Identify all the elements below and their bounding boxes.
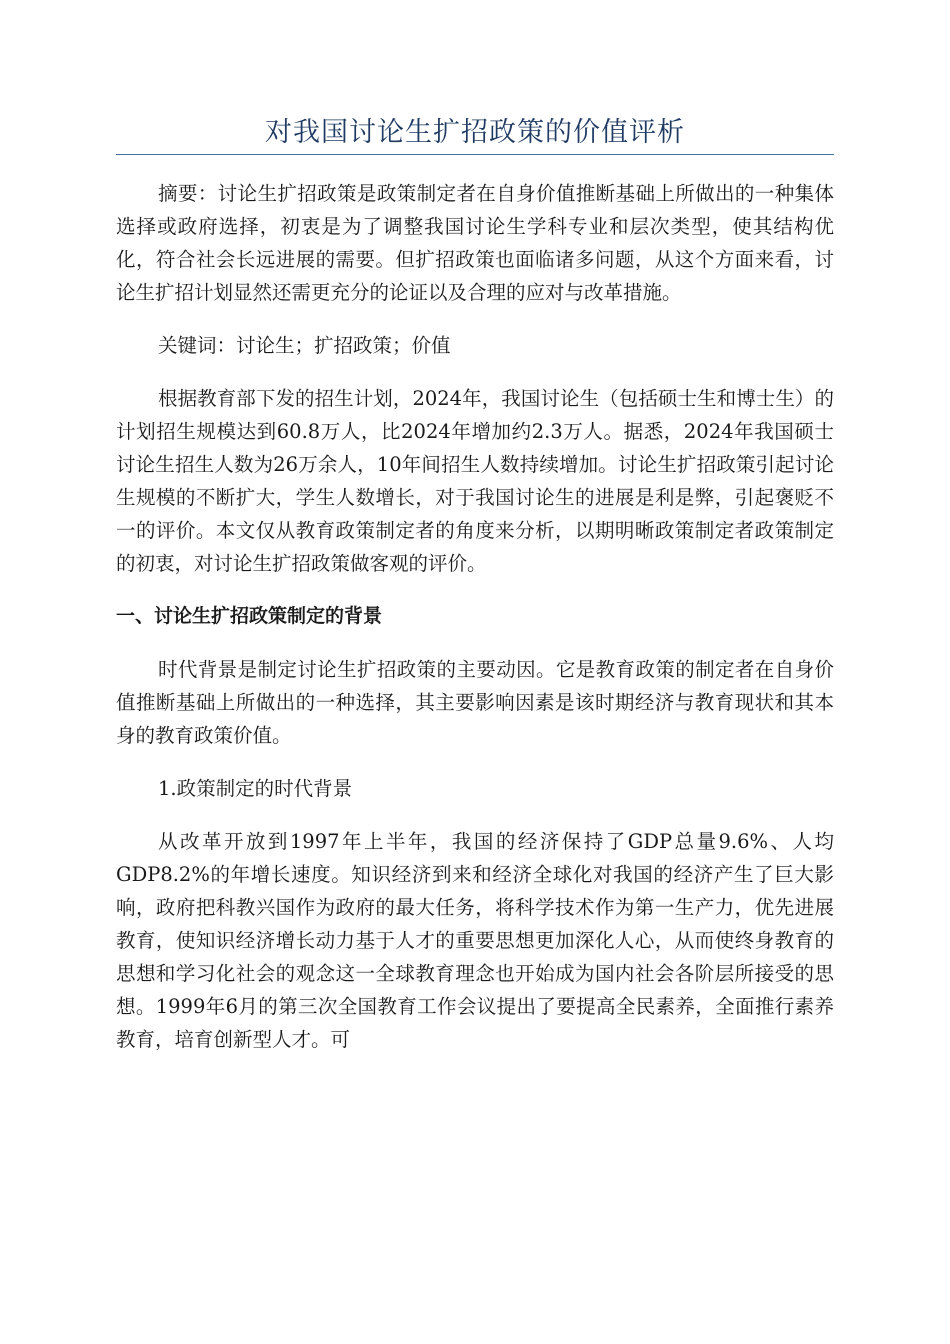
section-1-paragraph: 时代背景是制定讨论生扩招政策的主要动因。它是教育政策的制定者在自身价值推断基础上所做出的一种选择，其主要影响因素是该时期经济与教育现状和其本身的教育政策价值。 [116, 658, 834, 747]
intro-paragraph: 根据教育部下发的招生计划，2024年，我国讨论生（包括硕士生和博士生）的计划招生规模达到60.8万人，比2024年增加约2.3万人。据悉，2024年我国硕士讨论生招生人数为26万余人，10年间招生人数持续增加。讨论生扩招政策引起讨论生规模的不断扩大，学生人数增长，对于我国讨论生的进展是利是弊，引起褒贬不一的评价。本文仅从教育政策制定者的角度来分析，以期明晰政策制定者政策制定的初衷，对讨论生扩招政策做客观的评价。 [116, 387, 834, 575]
keywords-line: 关键词：讨论生；扩招政策；价值 [158, 334, 451, 357]
subsection-heading-1: 1.政策制定的时代背景 [158, 777, 353, 800]
subsection-1-paragraph: 从改革开放到1997年上半年，我国的经济保持了GDP总量9.6%、人均GDP8.2%的年增长速度。知识经济到来和经济全球化对我国的经济产生了巨大影响，政府把科教兴国作为政府的最大任务，将科学技术作为第一生产力，优先进展教育，使知识经济增长动力基于人才的重要思想更加深化人心，从而使终身教育的思想和学习化社会的观念这一全球教育理念也开始成为国内社会各阶层所接受的思想。1999年6月的第三次全国教育工作会议提出了要提高全民素养，全面推行素养教育，培育创新型人才。可 [116, 830, 834, 1051]
document-page [116, 0, 834, 1056]
abstract-paragraph: 摘要：讨论生扩招政策是政策制定者在自身价值推断基础上所做出的一种集体选择或政府选择，初衷是为了调整我国讨论生学科专业和层次类型，使其结构优化，符合社会长远进展的需要。但扩招政策也面临诸多问题，从这个方面来看，讨论生扩招计划显然还需更充分的论证以及合理的应对与改革措施。 [116, 182, 834, 304]
section-heading-1: 一、讨论生扩招政策制定的背景 [116, 605, 383, 627]
document-title: 对我国讨论生扩招政策的价值评析 [116, 112, 834, 155]
